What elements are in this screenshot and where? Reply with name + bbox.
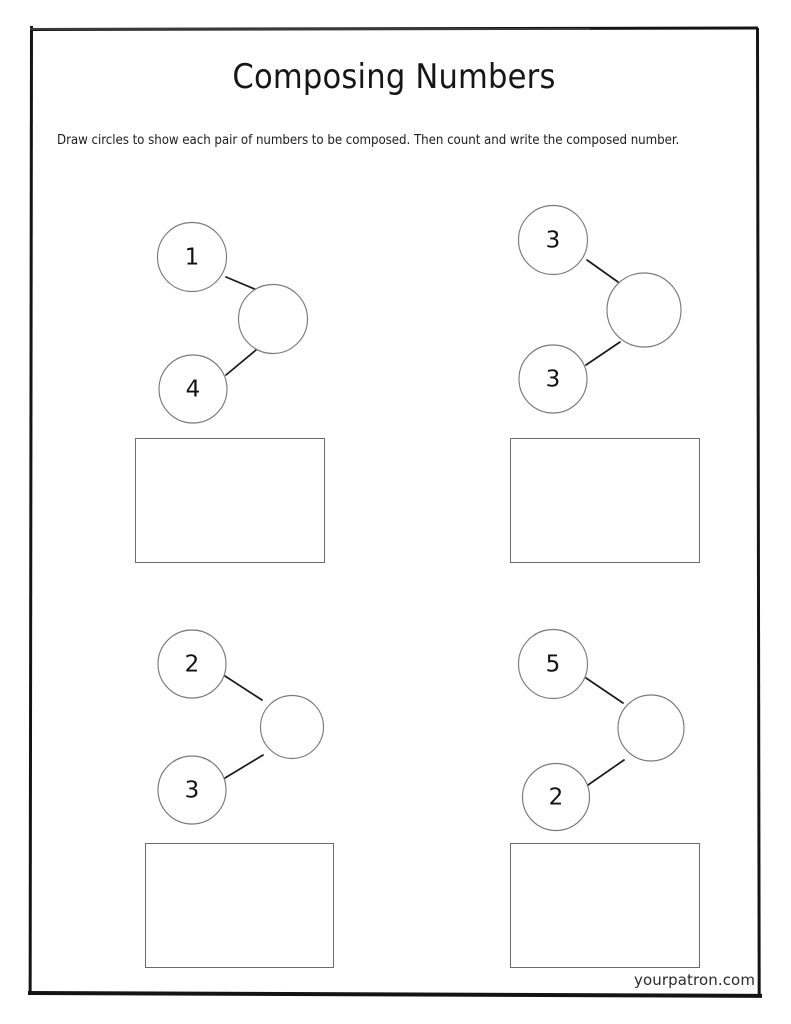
problem-4-link-bottom	[588, 760, 624, 785]
instruction-text: Draw circles to show each pair of numbers to be composed. Then count and write the composed number.	[57, 133, 680, 148]
problem-4-result-circle[interactable]	[618, 695, 684, 761]
problem-4-bottom-addend-value: 2	[548, 784, 564, 811]
problem-1-top-addend-value: 1	[184, 244, 200, 271]
problem-3-top-addend-value: 2	[184, 651, 200, 678]
problem-4-top-addend-value: 5	[545, 651, 561, 678]
problem-1-bottom-addend-value: 4	[185, 376, 201, 403]
problem-4-answer-box[interactable]	[510, 843, 700, 968]
page-title: Composing Numbers	[232, 57, 556, 97]
problem-2-bottom-addend-value: 3	[545, 366, 561, 393]
problem-4-link-top	[586, 678, 623, 703]
footer-credit: yourpatron.com	[634, 971, 756, 989]
problem-3-bottom-addend-value: 3	[184, 777, 200, 804]
problem-2-top-addend-value: 3	[545, 227, 561, 254]
